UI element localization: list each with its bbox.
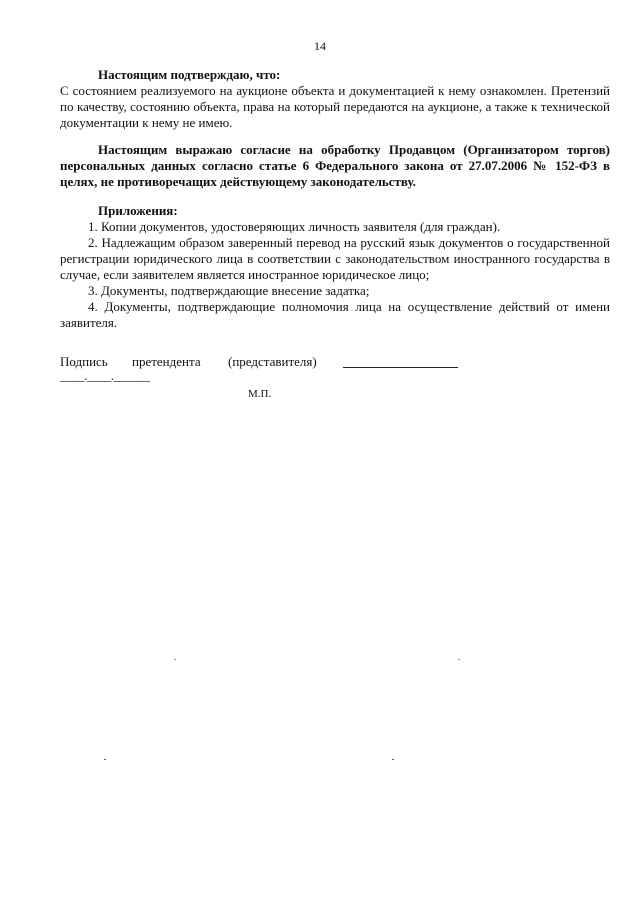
signature-line xyxy=(343,367,458,368)
page-number: 14 xyxy=(314,39,326,53)
appendix-list xyxy=(60,219,610,331)
signature-label-applicant: претендента xyxy=(132,354,201,369)
signature-label-representative: (представителя) xyxy=(228,354,317,369)
date-line: ____.____.______ xyxy=(60,368,150,383)
scan-speck xyxy=(392,759,394,760)
stamp-label: М.П. xyxy=(248,388,272,400)
scan-speck xyxy=(458,659,460,660)
appendix-item: 4. Документы, подтверждающие полномочия лица на осуществление действий от имени заявителя. xyxy=(60,299,610,330)
appendix-item: 1. Копии документов, удостоверяющих личность заявителя (для граждан). xyxy=(88,219,501,234)
confirmation-heading: Настоящим подтверждаю, что: xyxy=(98,67,281,82)
scan-speck xyxy=(174,659,176,660)
signature-label-signature: Подпись xyxy=(60,354,108,369)
appendix-item: 2. Надлежащим образом заверенный перевод на русский язык документов о государственной регистрации юридического лица в соответствии с законодательством иностранного государства в случае, если заявителем является иностранное юридическое лицо; xyxy=(60,235,610,282)
appendix-item: 3. Документы, подтверждающие внесение задатка; xyxy=(88,283,370,298)
confirmation-text: С состоянием реализуемого на аукционе объекта и документацией к нему ознакомлен. Претензий по качеству, состоянию объекта, права на который передаются на аукционе, а также к технической документации к нему не имею. xyxy=(60,83,610,130)
consent-paragraph: Настоящим выражаю согласие на обработку Продавцом (Организатором торгов) персональных данных согласно статье 6 Федерального закона от 27.07.2006 № 152-ФЗ в целях, не противоречащих действующему законодательству. xyxy=(60,142,610,189)
appendix-heading: Приложения: xyxy=(98,203,178,218)
scan-speck xyxy=(104,759,106,760)
